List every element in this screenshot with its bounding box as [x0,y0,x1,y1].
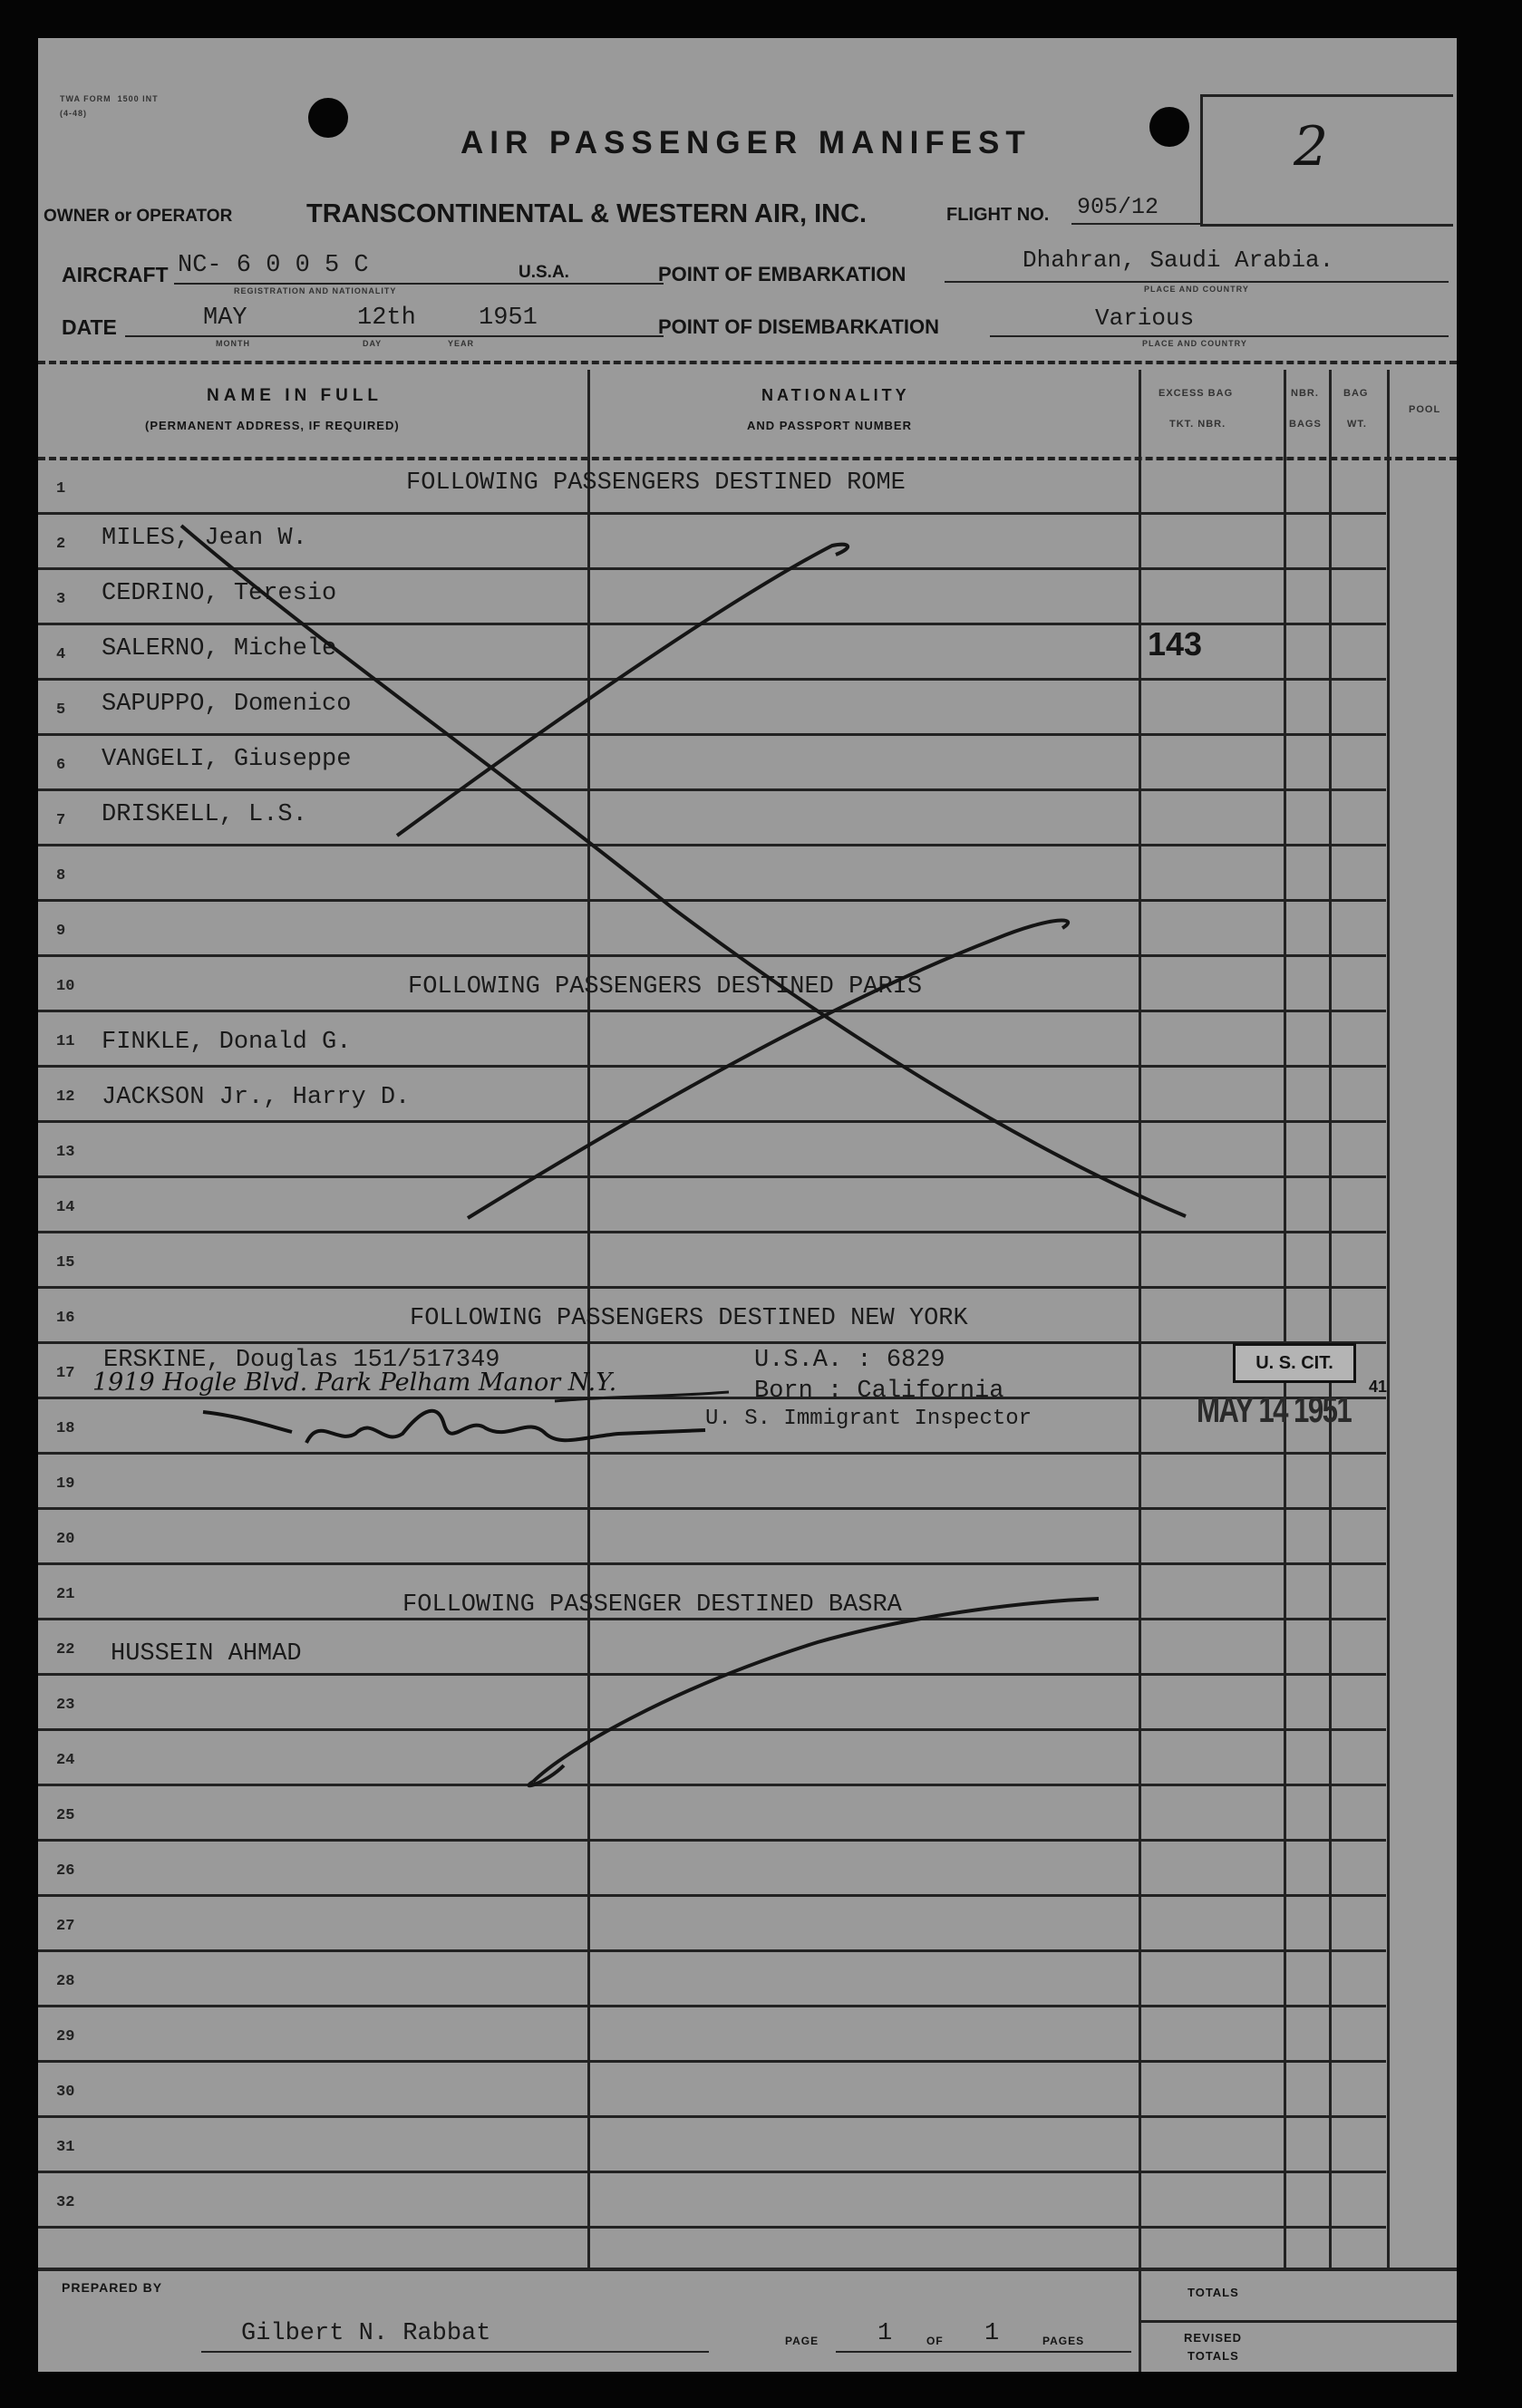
row-number: 22 [56,1641,75,1659]
passenger-entry: VANGELI, Giuseppe [102,746,352,773]
row-number: 8 [56,867,66,885]
page-mark: 2 [1294,115,1329,179]
row-number: 24 [56,1752,75,1769]
col-excess2: TKT. NBR. [1169,419,1226,430]
date-year: 1951 [479,305,538,332]
row-number: 1 [56,480,66,498]
row-number: 4 [56,646,66,663]
row-number: 29 [56,2028,75,2045]
stamp-side: 41 [1369,1378,1388,1396]
row-number: 12 [56,1088,75,1106]
heading-paris: FOLLOWING PASSENGERS DESTINED PARIS [408,973,923,1001]
passenger-entry: FINKLE, Donald G. [102,1029,352,1056]
revised-label-2: TOTALS [1188,2349,1239,2363]
col-excess1: EXCESS BAG [1158,388,1234,399]
prepared-label: PREPARED BY [62,2280,163,2295]
row-number: 32 [56,2194,75,2211]
stamp-box-text: U. S. CIT. [1255,1353,1333,1373]
cross-out-stroke [555,1392,729,1401]
page-label: PAGE [785,2335,819,2347]
col-num2: BAGS [1289,419,1322,430]
row-number: 20 [56,1531,75,1548]
date-sub-month: MONTH [216,339,250,348]
heading-rome: FOLLOWING PASSENGERS DESTINED ROME [406,469,906,497]
owner-value: TRANSCONTINENTAL & WESTERN AIR, INC. [306,199,868,228]
row-number: 30 [56,2084,75,2101]
flight-value: 905/12 [1077,194,1159,220]
heading-basra: FOLLOWING PASSENGER DESTINED BASRA [402,1591,902,1619]
col-wt2: WT. [1347,419,1367,430]
col-pool: POOL [1409,404,1441,415]
row-number: 15 [56,1254,75,1272]
pen-marks [38,38,1457,2372]
form-date: (4-48) [60,109,88,118]
heading-new-york: FOLLOWING PASSENGERS DESTINED NEW YORK [410,1305,968,1332]
row-number: 21 [56,1586,75,1603]
aircraft-label: AIRCRAFT [62,263,169,286]
cross-out-stroke [397,545,848,836]
passenger-entry: MILES, Jean W. [102,525,307,552]
row-number: 28 [56,1973,75,1990]
passenger-birthplace: Born : California [754,1378,1004,1405]
row-number: 18 [56,1420,75,1437]
row-number: 13 [56,1144,75,1161]
row-number: 19 [56,1475,75,1493]
passenger-entry: DRISKELL, L.S. [102,801,307,828]
passenger-entry: SAPUPPO, Domenico [102,691,352,718]
prepared-value: Gilbert N. Rabbat [241,2320,491,2347]
date-day: 12th [357,305,416,332]
row-number: 26 [56,1862,75,1880]
flight-label: FLIGHT NO. [946,205,1050,225]
passenger-entry: HUSSEIN AHMAD [111,1640,302,1668]
owner-label: OWNER or OPERATOR [44,207,233,226]
row-number: 11 [56,1033,75,1050]
cross-out-stroke [528,1599,1099,1785]
cross-out-stroke [468,920,1068,1218]
row-number: 17 [56,1365,75,1382]
row-number: 2 [56,536,66,553]
aircraft-value: NC- 6 0 0 5 C [178,252,369,279]
embark-label: POINT OF EMBARKATION [658,263,906,285]
disembark-label: POINT OF DISEMBARKATION [658,315,940,338]
row-number: 3 [56,591,66,608]
passenger-entry: JACKSON Jr., Harry D. [102,1084,411,1111]
embark-value: Dhahran, Saudi Arabia. [1023,247,1334,274]
stamp-date: MAY 14 1951 [1197,1390,1352,1430]
row-number: 6 [56,757,66,774]
manifest-sheet [38,38,1457,2372]
row-number: 5 [56,701,66,719]
passenger-entry: SALERNO, Michele [102,635,337,662]
row-number: 31 [56,2139,75,2156]
row-number: 10 [56,978,75,995]
disembark-sub: PLACE AND COUNTRY [1142,339,1247,348]
row-number: 14 [56,1199,75,1216]
revised-label-1: REVISED [1184,2331,1243,2345]
of-value: 1 [984,2320,1000,2347]
col-nationality-sub: AND PASSPORT NUMBER [747,419,912,432]
handwritten-address: 1919 Hogle Blvd. Park Pelham Manor N.Y. [92,1368,617,1397]
row-number: 16 [56,1310,75,1327]
ticket-number: 143 [1148,625,1203,662]
form-code: TWA FORM ⁠ 1500 INT [60,94,159,103]
of-label: OF [926,2335,944,2347]
date-sub-year: YEAR [448,339,475,348]
page-title: AIR PASSENGER MANIFEST [460,125,1032,160]
inspector-signature [203,1411,705,1443]
disembark-value: Various [1095,305,1195,332]
aircraft-sub: REGISTRATION AND NATIONALITY [234,286,397,295]
row-number: 23 [56,1697,75,1714]
page-value: 1 [877,2320,893,2347]
totals-label: TOTALS [1188,2286,1239,2299]
pages-label: PAGES [1042,2335,1085,2347]
col-wt1: BAG [1343,388,1369,399]
row-number: 7 [56,812,66,829]
cross-out-stroke [181,526,1186,1216]
col-num1: NBR. [1291,388,1319,399]
col-name-sub: (PERMANENT ADDRESS, IF REQUIRED) [145,419,400,432]
row-number: 25 [56,1807,75,1824]
col-name: NAME IN FULL [207,386,383,405]
row-number: 9 [56,923,66,940]
passenger-nationality: U.S.A. : 6829 [754,1347,945,1374]
col-nationality: NATIONALITY [761,386,910,404]
date-sub-day: DAY [363,339,383,348]
passenger-entry: CEDRINO, Teresio [102,580,337,607]
aircraft-country: U.S.A. [519,263,569,282]
date-label: DATE [62,315,117,339]
date-month: MAY [203,305,247,332]
embark-sub: PLACE AND COUNTRY [1144,285,1249,294]
passenger-entry: ERSKINE, Douglas 151/517349 [103,1347,500,1374]
row-number: 27 [56,1918,75,1935]
inspector-title: U. S. Immigrant Inspector [705,1407,1032,1431]
